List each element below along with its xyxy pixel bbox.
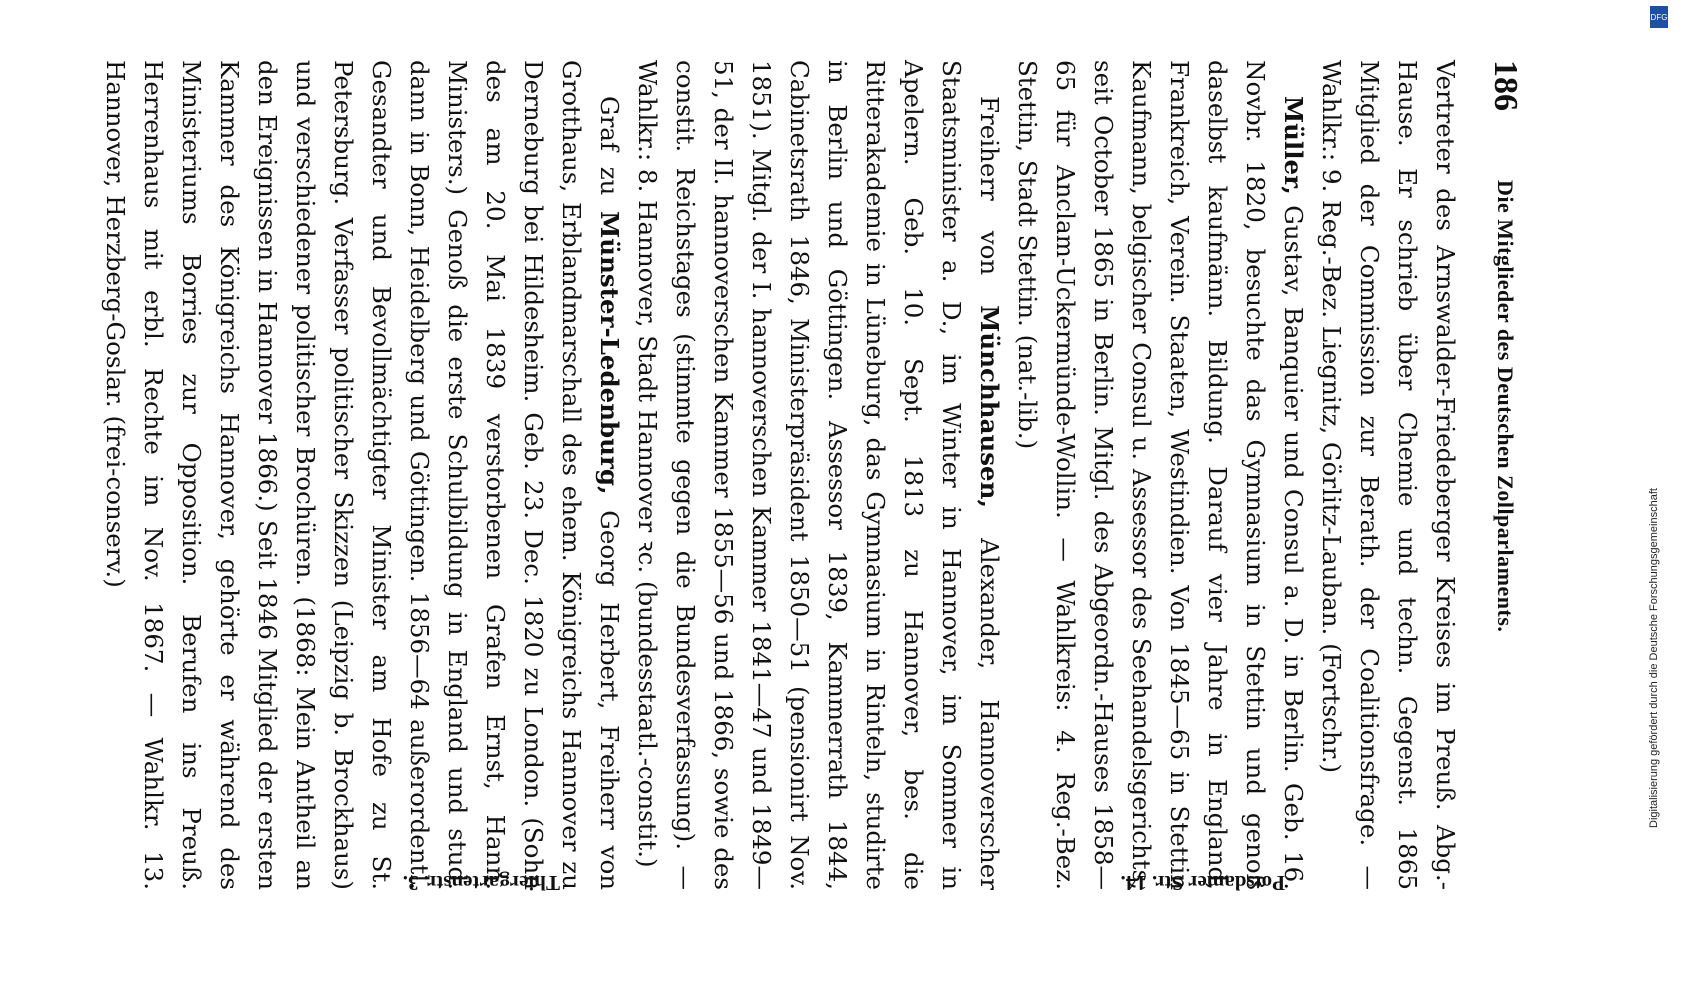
dfg-logo-icon: DFG bbox=[1650, 6, 1668, 28]
entry-prefix: Freiherr von bbox=[975, 96, 1004, 276]
page-number: 186 bbox=[1487, 60, 1524, 111]
entry-muenster bbox=[96, 60, 628, 890]
entry-continuation bbox=[1312, 60, 1464, 890]
entry-paragraph bbox=[628, 60, 1008, 890]
entry-paragraph bbox=[1008, 60, 1312, 890]
body-text bbox=[96, 60, 1464, 890]
entry-paragraph bbox=[96, 60, 628, 890]
entry-text: Vertreter des Arnswalder-Friedeberger Kreises im Preuß. Abg.-Hause. Er schrieb über Chemie und techn. Gegenst. 1865 Mitglied der Commission zur Berath. der Coalitionsfrage. — Wahlkr.: 9. Reg.-Bez. Liegnitz, Görlitz-Lauban. (Fortschr.) bbox=[1317, 60, 1460, 890]
digitization-note-text: Digitalisierung gefördert durch die Deutsche Forschungsgemeinschaft bbox=[1648, 488, 1660, 828]
digitization-note bbox=[1648, 8, 1672, 828]
page-header bbox=[1470, 60, 1530, 890]
entry-muenchhausen bbox=[628, 60, 1008, 890]
entry-name: Münster-Ledenburg, bbox=[595, 211, 624, 495]
rotated-page bbox=[101, 60, 1530, 890]
entry-prefix: Graf zu bbox=[595, 96, 624, 196]
margin-address-left: Thiergartenstr. 3. bbox=[402, 871, 560, 895]
entry-text: Georg Herbert, Freiherr von Grotthaus, Erblandmarschall des ehem. Königreichs Hannover zu Derneburg bei Hildesheim. Geb. 23. Dec. 1820 zu London. (Sohn des am 20. Mai 1839 verstorbenen Grafen Ernst, Hann. Ministers.) Genoß die erste Schulbildung in England und stud. dann in Bonn, Heidelberg und Göttingen. 1856—64 außerordentl. Gesandter und Bevollmächtigter Minister am Hofe zu St. Petersburg. Verfasser politischer Skizzen (Leipzig b. Brockhaus) und verschiedener politischer Brochüren. (1868: Mein Antheil an den Ereignissen in Hannover 1866.) Seit 1846 Mitglied der ersten Kammer des Königreichs Hannover, gehörte er während des Ministeriums Borries zur Opposition. Berufen ins Preuß. Herrenhaus mit erbl. Rechte im Nov. 1867. — Wahlkr. 13. Hannover, Herzberg-Goslar. (frei-conserv.) bbox=[101, 60, 624, 890]
entry-mueller bbox=[1008, 60, 1312, 890]
entry-text: Gustav, Banquier und Consul a. D. in Berlin. Geb. 16. Novbr. 1820, besuchte das Gymnasium in Stettin und genoß daselbst kaufmänn. Bildung. Darauf vier Jahre in England, Frankreich, Verein. Staaten, Westindien. Von 1845—65 in Stettin Kaufmann, belgischer Consul u. Assessor des Seehandelsgerichts, seit October 1865 in Berlin. Mitgl. des Abgeordn.-Hauses 1858—65 für Anclam-Uckermünde-Wollin. — Wahlkreis: 4. Reg.-Bez. Stettin, Stadt Stettin. (nat.-lib.) bbox=[1013, 60, 1308, 890]
margin-address-right: Potsdamer Str. 14. bbox=[1120, 871, 1285, 895]
entry-name: Münchhausen, bbox=[975, 305, 1004, 508]
entry-name: Müller, bbox=[1279, 96, 1308, 195]
entry-text: Alexander, Hannoverscher Staatsminister a. D., im Winter in Hannover, im Sommer in Apelern. Geb. 10. Sept. 1813 zu Hannover, bes. die Ritterakademie in Lüneburg, das Gymnasium in Rinteln, studirte in Berlin und Göttingen. Assessor 1839, Kammerrath 1844, Cabinetsrath 1846, Ministerpräsident 1850—51 (pensionirt Nov. 1851). Mitgl. der I. hannoverschen Kammer 1841—47 und 1849—51, der II. hannoverschen Kammer 1855—56 und 1866, sowie des constit. Reichstages (stimmte gegen die Bundesverfassung). — Wahlkr.: 8. Hannover, Stadt Hannover ꝛc. (bundesstaatl.-constit.) bbox=[633, 60, 1004, 890]
running-head: Die Mitglieder des Deutschen Zollparlaments. bbox=[1493, 180, 1518, 633]
